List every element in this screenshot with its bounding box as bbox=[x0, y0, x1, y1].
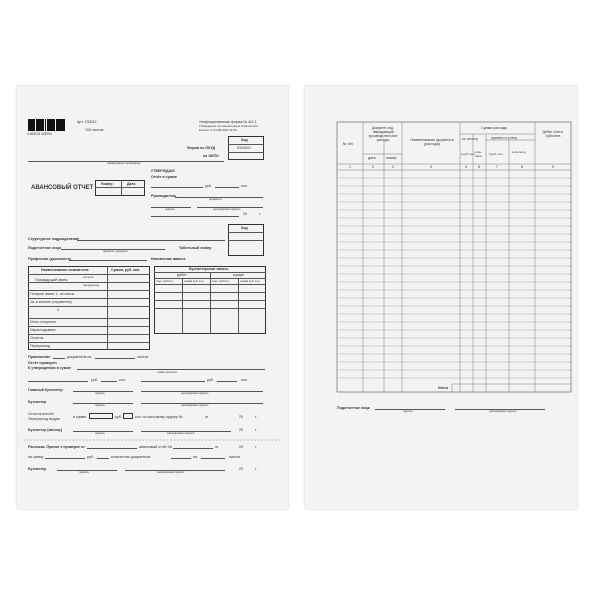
struct-unit-label: Структурное подразделение bbox=[28, 237, 80, 241]
received-cash-label: Получен аванс 1. из кассы bbox=[30, 292, 75, 296]
col-number-5: 5 bbox=[465, 165, 467, 169]
remainder-label: остаток bbox=[83, 275, 94, 279]
tab-number-label: Табельный номер bbox=[179, 246, 212, 250]
number-label: Номер bbox=[101, 182, 113, 186]
col-currency-2: в ва-люте bbox=[512, 150, 526, 154]
signature-caption-right: подпись bbox=[403, 410, 413, 413]
signature-caption-4: подпись bbox=[95, 432, 105, 435]
barcode-digits: 4 606224 005294 bbox=[27, 132, 52, 136]
sheets-word-label: листах bbox=[137, 355, 149, 359]
year-g-label: г. bbox=[259, 212, 261, 216]
approved-line-2: России от 01.08.2001 № 55 bbox=[199, 128, 237, 132]
year-label-5: 20 bbox=[239, 467, 243, 471]
col-name: Наименование документа (расхода) bbox=[410, 138, 454, 146]
decode-caption-3: расшифровка подписи bbox=[181, 404, 209, 407]
on-sum-label: на сумму bbox=[28, 455, 44, 459]
accountant-label-2: Бухгалтер bbox=[28, 467, 47, 471]
kop-order-label: коп. по кассовому ордеру № bbox=[135, 415, 183, 419]
decode-caption-right: расшифровка подписи bbox=[489, 410, 517, 413]
year-g-label-2: г. bbox=[255, 415, 257, 419]
total-received-label: Итого получено bbox=[30, 320, 57, 324]
advance-report-back-page bbox=[305, 86, 577, 509]
sheet-count: 100 листов bbox=[85, 128, 104, 132]
kop-label-3: коп. bbox=[241, 378, 248, 382]
sub-account-label-1: счет, субсчет bbox=[156, 279, 173, 283]
signature-caption: подпись bbox=[165, 208, 175, 211]
from-label: от bbox=[205, 415, 209, 419]
on-word-label: на bbox=[193, 455, 197, 459]
in-sum-label: в сумме bbox=[73, 415, 87, 419]
code-label: Код bbox=[241, 138, 248, 142]
unified-form-label: Унифицированная форма № АО-1 bbox=[199, 120, 257, 124]
col-number: номер bbox=[386, 156, 397, 160]
year-g-label-3: г. bbox=[255, 428, 257, 432]
rest-label: Остаток bbox=[30, 336, 44, 340]
col-number-7: 7 bbox=[496, 165, 498, 169]
rub-label-5: руб. bbox=[87, 455, 94, 459]
decode-caption: расшифровка подписи bbox=[213, 208, 241, 211]
date-label: Дата bbox=[127, 182, 136, 186]
okpo-label: по ОКПО bbox=[203, 154, 219, 158]
debit-label: дебет bbox=[177, 273, 187, 277]
col-rub-kop-1: в руб. коп. bbox=[461, 152, 476, 156]
okud-label: Форма по ОКУД bbox=[187, 146, 216, 150]
okud-code: 0310001 bbox=[237, 146, 251, 150]
to-approve-label: К утверждению в сумме bbox=[28, 366, 72, 370]
col-accepted: принято к учету bbox=[491, 136, 518, 140]
col-np: № п/п bbox=[343, 142, 353, 146]
org-caption: наименование организации bbox=[107, 162, 141, 165]
decode-caption-4: расшифровка подписи bbox=[167, 432, 195, 435]
accountable-label: Подотчетное лицо bbox=[28, 246, 61, 250]
chief-accountant-label: Главный бухгалтер bbox=[28, 388, 63, 392]
decode-caption-2: расшифровка подписи bbox=[181, 392, 209, 395]
decode-caption-5: расшифровка подписи bbox=[157, 471, 185, 474]
sheets-word-label-2: листах bbox=[229, 455, 241, 459]
sum-words-caption: сумма прописью bbox=[157, 371, 178, 374]
receipt-label: Расписка. Принят к проверке от bbox=[28, 445, 85, 449]
signature-caption-2: подпись bbox=[95, 392, 105, 395]
appendix-label: Приложение bbox=[28, 355, 51, 359]
rest-paid-label: Остаток внесён bbox=[28, 412, 54, 416]
col-number-3: 3 bbox=[392, 165, 394, 169]
sum-rub-kop-label-2: сумма руб. коп. bbox=[240, 279, 261, 283]
cashier-label: Бухгалтер (кассир) bbox=[28, 428, 62, 432]
rub-label: руб. bbox=[205, 184, 212, 188]
year-g-label-4: г. bbox=[255, 445, 257, 449]
signature-caption-5: подпись bbox=[79, 471, 89, 474]
approve-label: УТВЕРЖДАЮ bbox=[151, 169, 175, 173]
col-currency-1: в ва-люте bbox=[475, 150, 482, 158]
col-number-6: 6 bbox=[478, 165, 480, 169]
overspend-paid-label: Перерасход выдан bbox=[28, 417, 60, 421]
document-title: АВАНСОВЫЙ ОТЧЕТ bbox=[31, 185, 94, 191]
position-caption: должность bbox=[209, 198, 222, 201]
total-label: Итого bbox=[438, 386, 449, 390]
item-two-label: 2. bbox=[57, 308, 60, 312]
credit-label: кредит bbox=[233, 273, 245, 277]
adv-report-no-label: авансовый отчёт № bbox=[139, 445, 173, 449]
overspend-label: перерасход bbox=[83, 283, 100, 287]
accounting-entry-header: Бухгалтерская запись bbox=[189, 267, 229, 271]
col-number-1: 1 bbox=[349, 165, 351, 169]
docs-count-label: количество документов bbox=[111, 455, 151, 459]
from-label-2: от bbox=[215, 445, 219, 449]
kop-label: коп. bbox=[241, 184, 248, 188]
documents-on-label: документов на bbox=[67, 355, 92, 359]
col-date: дата bbox=[368, 156, 376, 160]
col-number-9: 9 bbox=[552, 165, 554, 169]
sub-account-label-2: счет, субсчет bbox=[212, 279, 229, 283]
col-sum: Сумма расхода bbox=[481, 126, 507, 130]
report-checked-label: Отчёт проверен. bbox=[28, 361, 58, 365]
col-number-8: 8 bbox=[521, 165, 523, 169]
col-number-2: 2 bbox=[372, 165, 374, 169]
received-currency-label: 1а. в валюте (справочно) bbox=[30, 300, 72, 304]
spent-label: Израсходовано bbox=[30, 328, 56, 332]
year-label-2: 20 bbox=[239, 415, 243, 419]
advance-purpose-label: Назначение аванса bbox=[151, 257, 186, 261]
sum-rub-kop-label-1: сумма руб. коп. bbox=[184, 279, 205, 283]
code-label-2: Код bbox=[241, 226, 248, 230]
col-rub-kop-2: в руб. коп. bbox=[489, 152, 504, 156]
col-by-report: по отчету bbox=[462, 137, 478, 141]
advance-report-front-page bbox=[17, 86, 288, 509]
report-sum-label: Отчёт в сумме bbox=[151, 175, 177, 179]
accountable-person-label: Подотчетное лицо bbox=[337, 406, 370, 410]
year-label-3: 20 bbox=[239, 428, 243, 432]
signature-caption-3: подпись bbox=[95, 404, 105, 407]
head-label: Руководитель bbox=[151, 194, 177, 198]
overspend2-label: Перерасход bbox=[30, 344, 51, 348]
year-label-4: 20 bbox=[239, 445, 243, 449]
rub-label-2: руб. bbox=[91, 378, 98, 382]
kop-label-2: коп. bbox=[119, 378, 126, 382]
col-doc: Документ, под-тверждающий производствен-ные расходы bbox=[368, 126, 398, 142]
fio-caption: фамилия, инициалы bbox=[103, 250, 128, 253]
accountant-label: Бухгалтер bbox=[28, 400, 47, 404]
article-number: Арт. 130012 bbox=[77, 120, 97, 124]
col-debit: Дебет счета, субсчета bbox=[542, 130, 564, 138]
sum-header: Сумма, руб. коп. bbox=[111, 268, 141, 272]
expense-table-grid bbox=[305, 86, 577, 509]
col-number-4: 4 bbox=[430, 165, 432, 169]
approved-line-1: Утверждена постановлением Госкомстата bbox=[199, 124, 258, 128]
rub-label-4: руб. bbox=[115, 415, 122, 419]
profession-label: Профессия (должность) bbox=[28, 257, 72, 261]
indicators-header: Наименование показателя bbox=[41, 268, 89, 272]
rub-label-3: руб. bbox=[207, 378, 214, 382]
year-g-label-5: г. bbox=[255, 467, 257, 471]
year-label: 20 bbox=[243, 212, 247, 216]
prev-advance-label: Предыдущий аванс bbox=[35, 278, 68, 282]
